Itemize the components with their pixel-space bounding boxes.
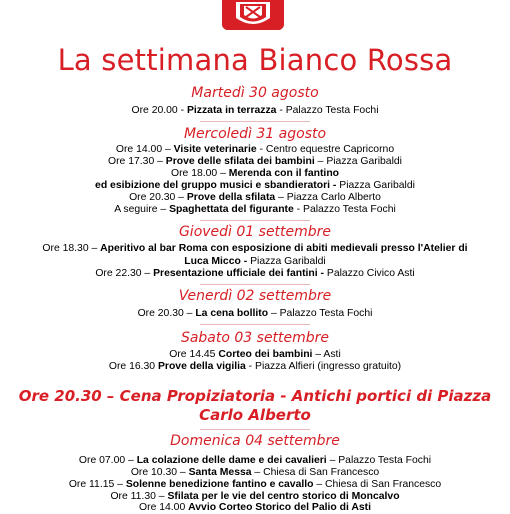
event-name: Santa Messa [188, 467, 252, 478]
event-name: Sfilata per le vie del centro storico di Moncalvo [167, 491, 400, 502]
event-line [0, 144, 510, 156]
event-place: Piazza Garibaldi [247, 256, 326, 267]
page-title: La settimana Bianco Rossa [57, 43, 453, 77]
event-line [0, 243, 510, 255]
event-name: La colazione delle dame e dei cavalieri [136, 455, 327, 466]
event-line [0, 361, 510, 373]
day-heading: Martedì 30 agosto [191, 85, 319, 101]
event-time: Ore 14.00 – [115, 144, 174, 155]
event-place: Palazzo Civico Asti [324, 268, 415, 279]
event-line [0, 455, 510, 467]
event-time: Ore 11.15 – [68, 479, 126, 490]
event-line [0, 467, 510, 479]
divider [200, 121, 310, 122]
event-name: Aperitivo al bar Roma con esposizione di abiti medievali presso l'Atelier di [100, 243, 468, 254]
event-time: Ore 14.45 [169, 349, 219, 360]
event-name: Solenne benedizione fantino e cavallo [125, 479, 314, 490]
event-time: Ore 11.30 – [110, 491, 168, 502]
event-place: - Palazzo Testa Fochi [276, 105, 379, 116]
event-time: A seguire – [114, 204, 170, 215]
day-heading: Sabato 03 settembre [180, 330, 330, 346]
event-line [0, 502, 510, 514]
event-time: Ore 16.30 [108, 361, 158, 372]
event-place: – Piazza Carlo Alberto [275, 192, 381, 203]
event-place: - Palazzo Testa Fochi [293, 204, 396, 215]
divider [200, 220, 310, 221]
day-heading: Domenica 04 settembre [170, 433, 340, 449]
event-time: Ore 14.00 [139, 502, 189, 513]
event-place: – Chiesa di San Francesco [251, 467, 380, 478]
event-time: Ore 22.30 – [95, 268, 154, 279]
club-crest-icon [222, 0, 284, 30]
event-name: Presentazione ufficiale dei fantini - [153, 268, 324, 279]
event-line [0, 256, 510, 268]
event-time: Ore 07.00 – [78, 455, 137, 466]
event-name: La cena bollito [195, 308, 269, 319]
event-name: Corteo dei bambini [218, 349, 313, 360]
event-line [0, 105, 510, 117]
highlight-line-1: Ore 20.30 – Cena Propiziatoria - Antichi portici di Piazza [18, 387, 492, 405]
event-line [0, 268, 510, 280]
event-name: ed esibizione del gruppo musici e sbandieratori - [95, 180, 337, 191]
day-heading: Venerdì 02 settembre [178, 288, 332, 304]
event-line [0, 479, 510, 491]
event-place: - Centro equestre Capricorno [256, 144, 395, 155]
event-place: – Piazza Garibaldi [314, 156, 402, 167]
event-line [0, 180, 510, 192]
event-place: – Chiesa di San Francesco [313, 479, 442, 490]
club-logo [222, 0, 284, 30]
event-time: Ore 20.30 – [137, 308, 196, 319]
event-place: – Palazzo Testa Fochi [268, 308, 373, 319]
event-line [0, 349, 510, 361]
event-time: Ore 10.30 – [130, 467, 189, 478]
event-name: Prove delle sfilata dei bambini [165, 156, 315, 167]
event-line [0, 308, 510, 320]
event-place: - Piazza Alfieri (ingresso gratuito) [245, 361, 402, 372]
event-name: Luca Micco - [184, 256, 248, 267]
highlight-line-2: Carlo Alberto [199, 406, 311, 424]
event-line [0, 192, 510, 204]
event-name: Prove della sfilata [186, 192, 276, 203]
event-line [0, 168, 510, 180]
event-line [0, 156, 510, 168]
event-time: Ore 18.30 – [42, 243, 101, 254]
event-time: Ore 20.30 – [129, 192, 187, 203]
event-time: Ore 18.00 – [170, 168, 229, 179]
event-place: Piazza Garibaldi [336, 180, 415, 191]
divider [200, 284, 310, 285]
event-name: Spaghettata del figurante [169, 204, 294, 215]
event-name: Pizzata in terrazza [186, 105, 277, 116]
event-name: Merenda con il fantino [228, 168, 340, 179]
divider [200, 429, 310, 430]
event-place: – Palazzo Testa Fochi [326, 455, 432, 466]
day-heading: Giovedì 01 settembre [178, 224, 332, 240]
event-name: Avvio Corteo Storico del Palio di Asti [188, 502, 371, 513]
event-place: – Asti [312, 349, 341, 360]
day-heading: Mercoledì 31 agosto [183, 126, 327, 142]
event-name: Prove della vigilia [157, 361, 246, 372]
event-line [0, 204, 510, 216]
event-name: Visite veterinarie [173, 144, 257, 155]
event-time: Ore 20.00 - [131, 105, 187, 116]
divider [200, 324, 310, 325]
event-time: Ore 17.30 – [108, 156, 166, 167]
